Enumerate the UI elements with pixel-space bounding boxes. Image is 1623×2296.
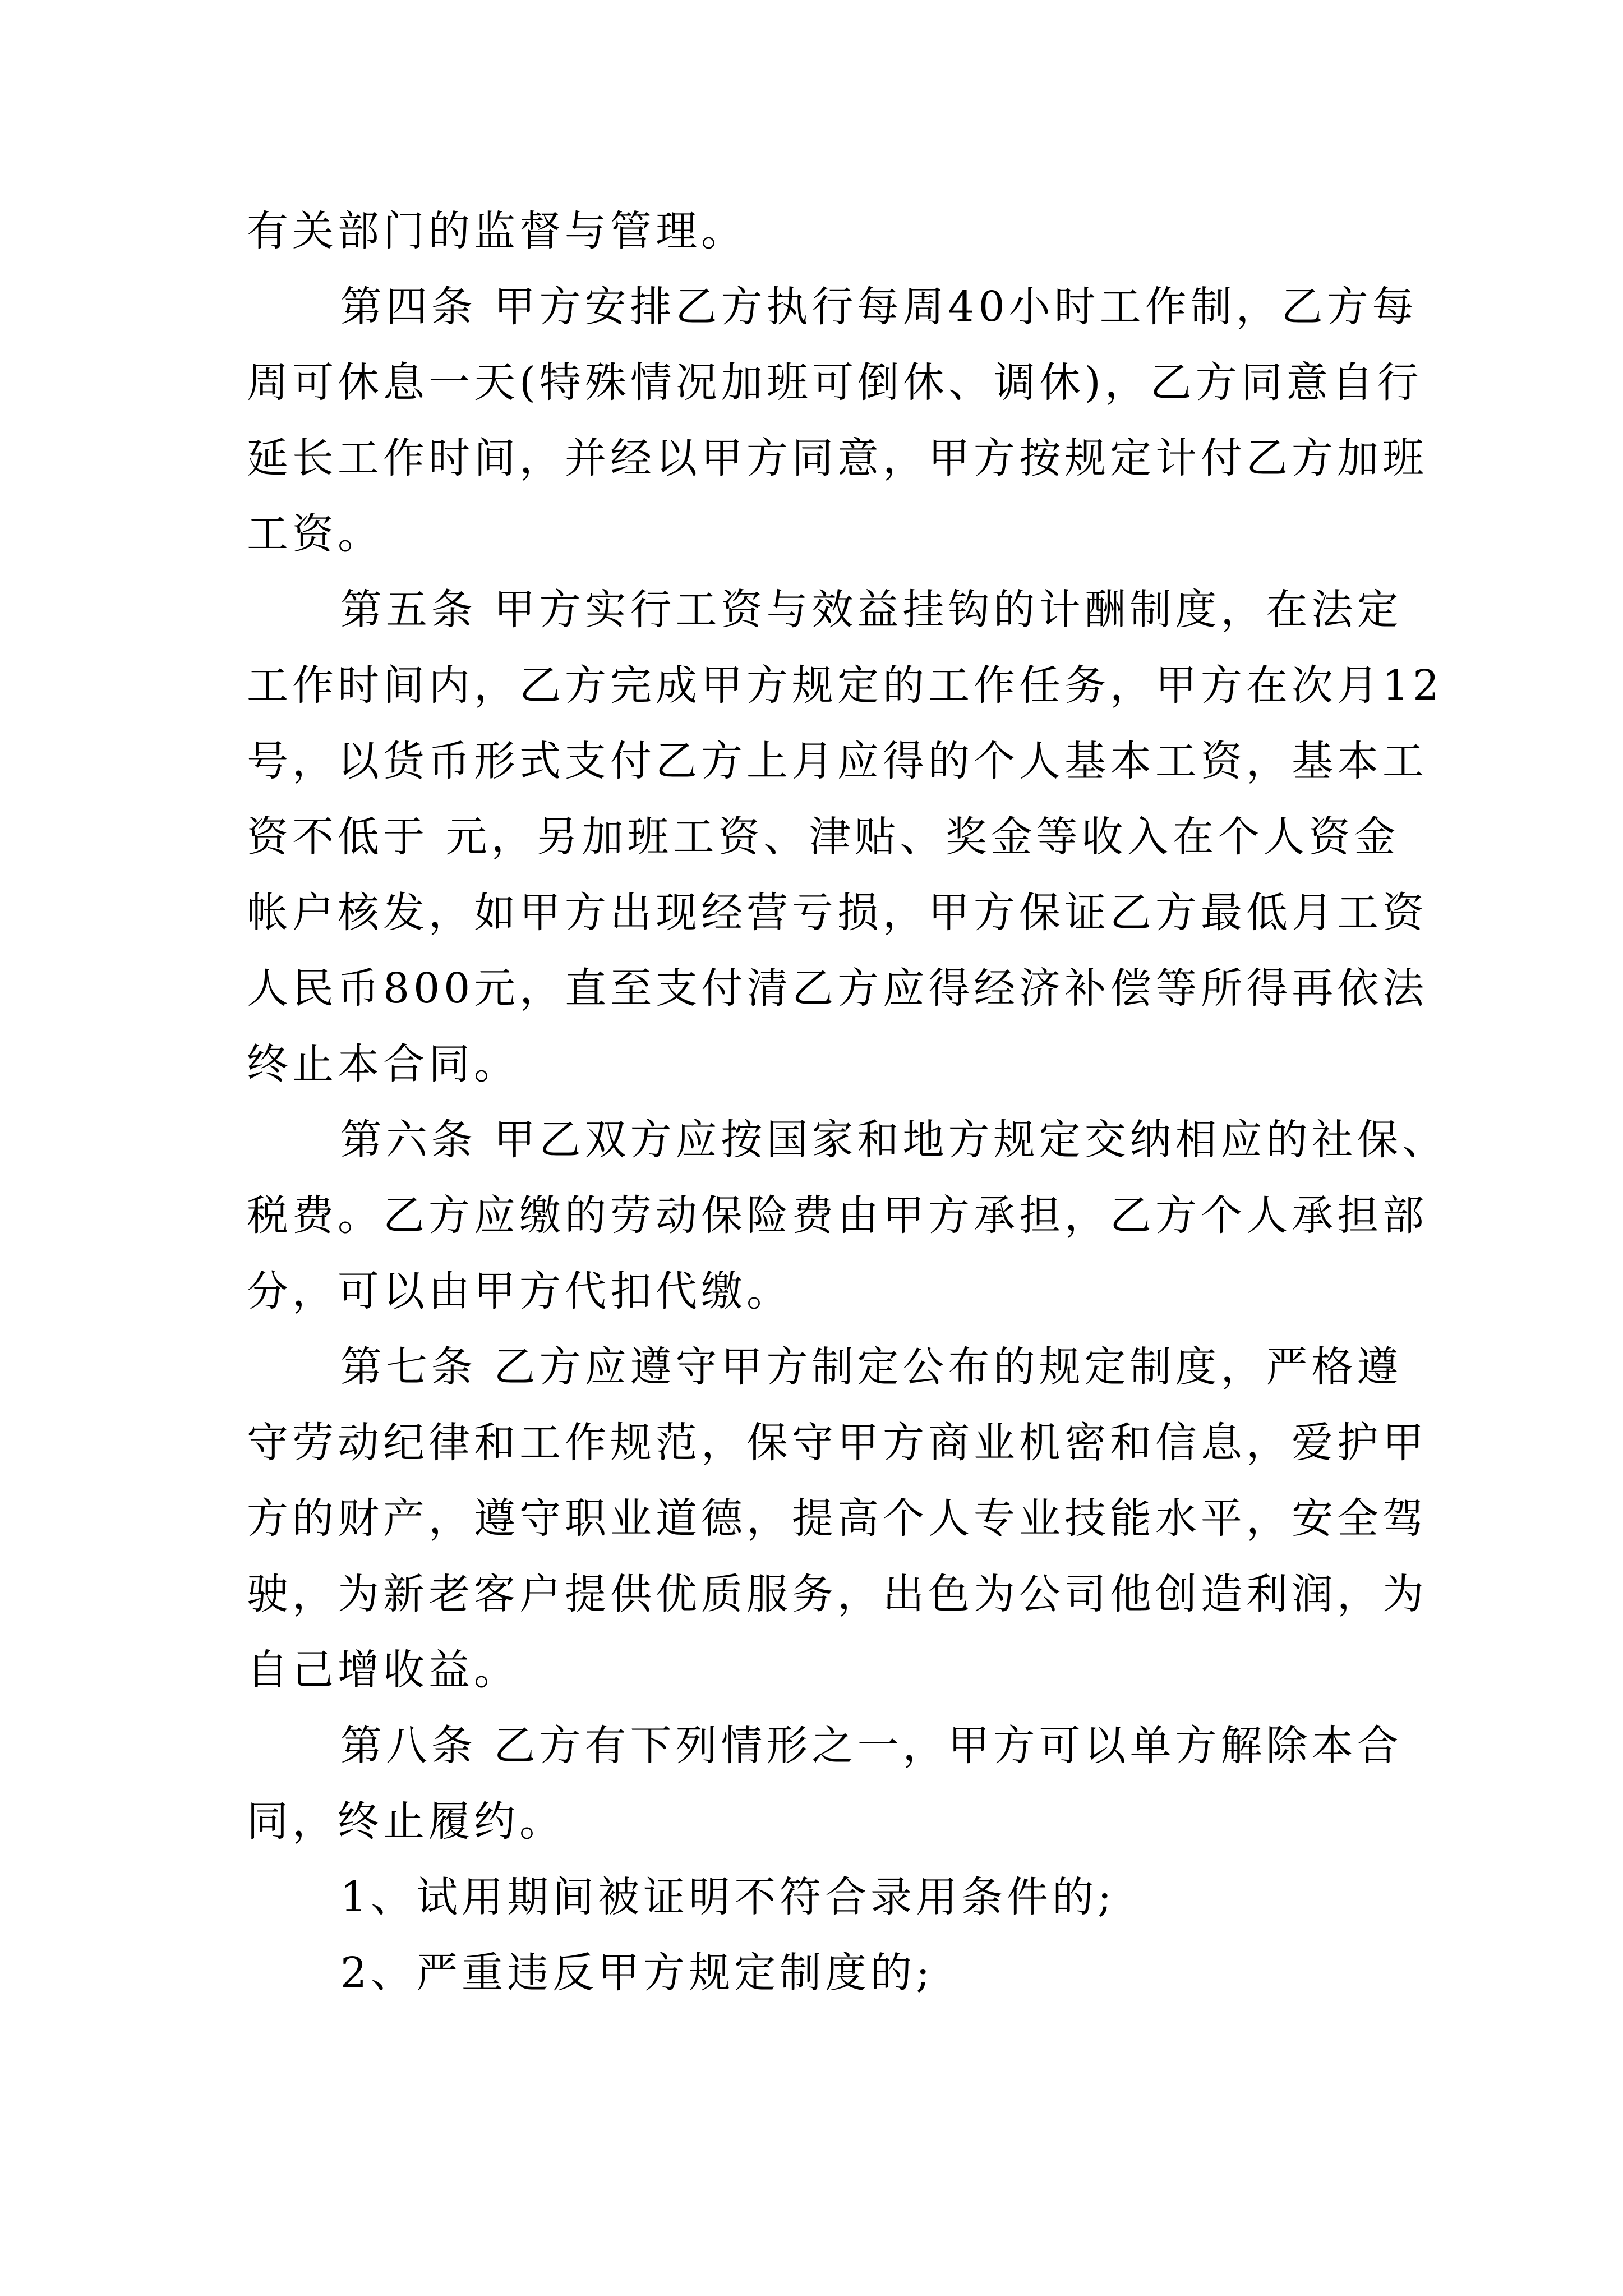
article-6-line: 第六条 甲乙双方应按国家和地方规定交纳相应的社保、 [340,1116,1448,1164]
article-5-line: 第五条 甲方实行工资与效益挂钩的计酬制度，在法定 [340,586,1403,634]
text-line: 号，以货币形式支付乙方上月应得的个人基本工资，基本工 [247,737,1428,785]
text-line: 驶，为新老客户提供优质服务，出色为公司他创造利润，为 [247,1570,1428,1618]
text-line: 工作时间内，乙方完成甲方规定的工作任务，甲方在次月12 [247,661,1444,710]
article-4-line: 第四条 甲方安排乙方执行每周40小时工作制，乙方每 [340,283,1418,331]
list-item: 1、试用期间被证明不符合录用条件的; [340,1873,1116,1921]
text-line: 工资。 [247,510,383,558]
text-line: 同，终止履约。 [247,1797,565,1846]
text-line: 延长工作时间，并经以甲方同意，甲方按规定计付乙方加班 [247,434,1428,482]
article-7-line: 第七条 乙方应遵守甲方制定公布的规定制度，严格遵 [340,1343,1403,1391]
text-line: 税费。乙方应缴的劳动保险费由甲方承担，乙方个人承担部 [247,1191,1428,1240]
list-item: 2、严重违反甲方规定制度的; [340,1949,934,1997]
text-line: 人民币800元，直至支付清乙方应得经济补偿等所得再依法 [247,964,1428,1013]
text-line: 资不低于 元，另加班工资、津贴、奖金等收入在个人资金 [247,813,1400,861]
article-8-line: 第八条 乙方有下列情形之一，甲方可以单方解除本合 [340,1722,1403,1770]
text-line: 有关部门的监督与管理。 [247,207,746,255]
text-line: 终止本合同。 [247,1040,519,1088]
text-line: 方的财产，遵守职业道德，提高个人专业技能水平，安全驾 [247,1494,1428,1543]
text-line: 守劳动纪律和工作规范，保守甲方商业机密和信息，爱护甲 [247,1419,1428,1467]
text-line: 周可休息一天(特殊情况加班可倒休、调休)，乙方同意自行 [247,358,1423,407]
text-line: 自己增收益。 [247,1646,519,1694]
text-line: 分，可以由甲方代扣代缴。 [247,1267,792,1315]
text-line: 帐户核发，如甲方出现经营亏损，甲方保证乙方最低月工资 [247,889,1428,937]
